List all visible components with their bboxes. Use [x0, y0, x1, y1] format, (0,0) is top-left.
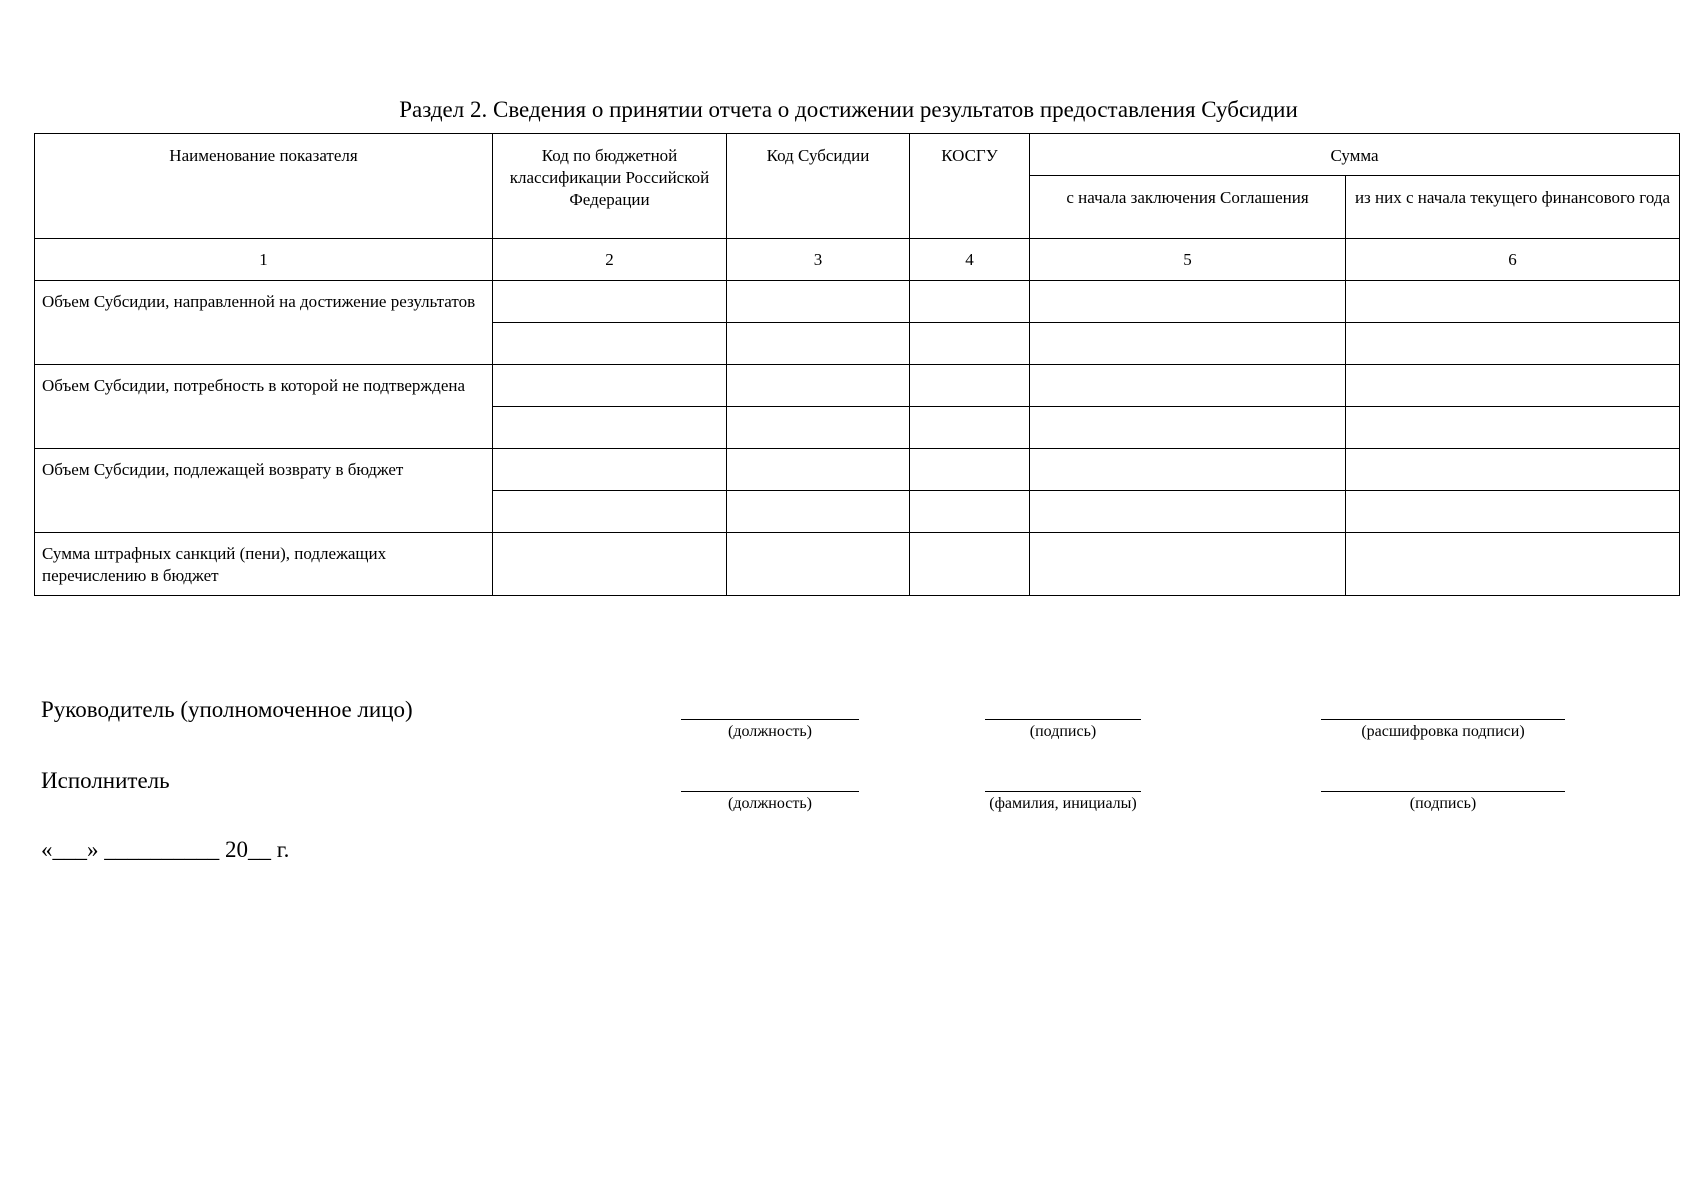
table-cell[interactable] [1346, 407, 1680, 449]
row-label: Сумма штрафных санкций (пени), подлежащих перечислению в бюджет [35, 533, 493, 596]
table-cell[interactable] [493, 281, 727, 323]
head-label: Руководитель (уполномоченное лицо) [41, 697, 413, 722]
section-title: Раздел 2. Сведения о принятии отчета о достижении результатов предоставления Субсидии [399, 97, 1298, 122]
table-cell[interactable] [1346, 323, 1680, 365]
table-cell[interactable] [910, 533, 1030, 596]
table-cell[interactable] [1030, 533, 1346, 596]
table-cell[interactable] [1030, 281, 1346, 323]
executor-name-caption: (фамилия, инициалы) [989, 795, 1137, 812]
table-row [35, 365, 1680, 407]
table-cell[interactable] [1346, 365, 1680, 407]
column-number: 1 [35, 239, 493, 281]
header-budget-code: Код по бюджетной классификации Российской Федерации [493, 134, 727, 239]
header-since-year: из них с начала текущего финансового года [1346, 176, 1680, 239]
executor-label: Исполнитель [41, 768, 170, 793]
head-signature-caption: (подпись) [1029, 723, 1097, 740]
header-since-agreement: с начала заключения Соглашения [1030, 176, 1346, 239]
header-subsidy-code: Код Субсидии [727, 134, 910, 239]
row-label: Объем Субсидии, подлежащей возврату в бюджет [35, 449, 493, 533]
table-cell[interactable] [493, 407, 727, 449]
table-cell[interactable] [1346, 533, 1680, 596]
column-numbers-row [35, 239, 1680, 281]
row-label: Объем Субсидии, направленной на достижение результатов [35, 281, 493, 365]
table-cell[interactable] [910, 323, 1030, 365]
row-label: Объем Субсидии, потребность в которой не подтверждена [35, 365, 493, 449]
column-number: 3 [727, 239, 910, 281]
table-cell[interactable] [727, 407, 910, 449]
head-decode-caption: (расшифровка подписи) [1361, 723, 1525, 740]
table-cell[interactable] [493, 533, 727, 596]
table-cell[interactable] [1030, 407, 1346, 449]
table-cell[interactable] [493, 449, 727, 491]
table-cell[interactable] [493, 365, 727, 407]
head-decode-line[interactable] [1321, 719, 1565, 720]
table-cell[interactable] [910, 407, 1030, 449]
table-cell[interactable] [1346, 281, 1680, 323]
column-number: 4 [910, 239, 1030, 281]
table-cell[interactable] [727, 281, 910, 323]
executor-signature-caption: (подпись) [1409, 795, 1477, 812]
table-cell[interactable] [910, 449, 1030, 491]
report-table [34, 133, 1680, 596]
table-cell[interactable] [493, 323, 727, 365]
table-cell[interactable] [727, 323, 910, 365]
table-cell[interactable] [910, 491, 1030, 533]
table-row [35, 533, 1680, 596]
column-number: 6 [1346, 239, 1680, 281]
column-number: 2 [493, 239, 727, 281]
table-cell[interactable] [1030, 365, 1346, 407]
executor-position-line[interactable] [681, 791, 859, 792]
header-sum: Сумма [1030, 134, 1680, 176]
executor-name-line[interactable] [985, 791, 1141, 792]
executor-signature-line[interactable] [1321, 791, 1565, 792]
head-position-caption: (должность) [728, 723, 812, 740]
table-cell[interactable] [727, 491, 910, 533]
header-kosgu: КОСГУ [910, 134, 1030, 239]
column-number: 5 [1030, 239, 1346, 281]
table-cell[interactable] [493, 491, 727, 533]
head-position-line[interactable] [681, 719, 859, 720]
table-cell[interactable] [910, 365, 1030, 407]
table-cell[interactable] [910, 281, 1030, 323]
table-row [35, 449, 1680, 491]
table-cell[interactable] [1030, 323, 1346, 365]
table-cell[interactable] [727, 365, 910, 407]
header-indicator: Наименование показателя [35, 134, 493, 239]
table-cell[interactable] [1030, 449, 1346, 491]
head-signature-line[interactable] [985, 719, 1141, 720]
table-cell[interactable] [1346, 449, 1680, 491]
table-cell[interactable] [727, 449, 910, 491]
table-cell[interactable] [727, 533, 910, 596]
executor-position-caption: (должность) [728, 795, 812, 812]
table-cell[interactable] [1030, 491, 1346, 533]
table-row [35, 281, 1680, 323]
date-line[interactable]: «___» __________ 20__ г. [41, 837, 290, 862]
table-cell[interactable] [1346, 491, 1680, 533]
